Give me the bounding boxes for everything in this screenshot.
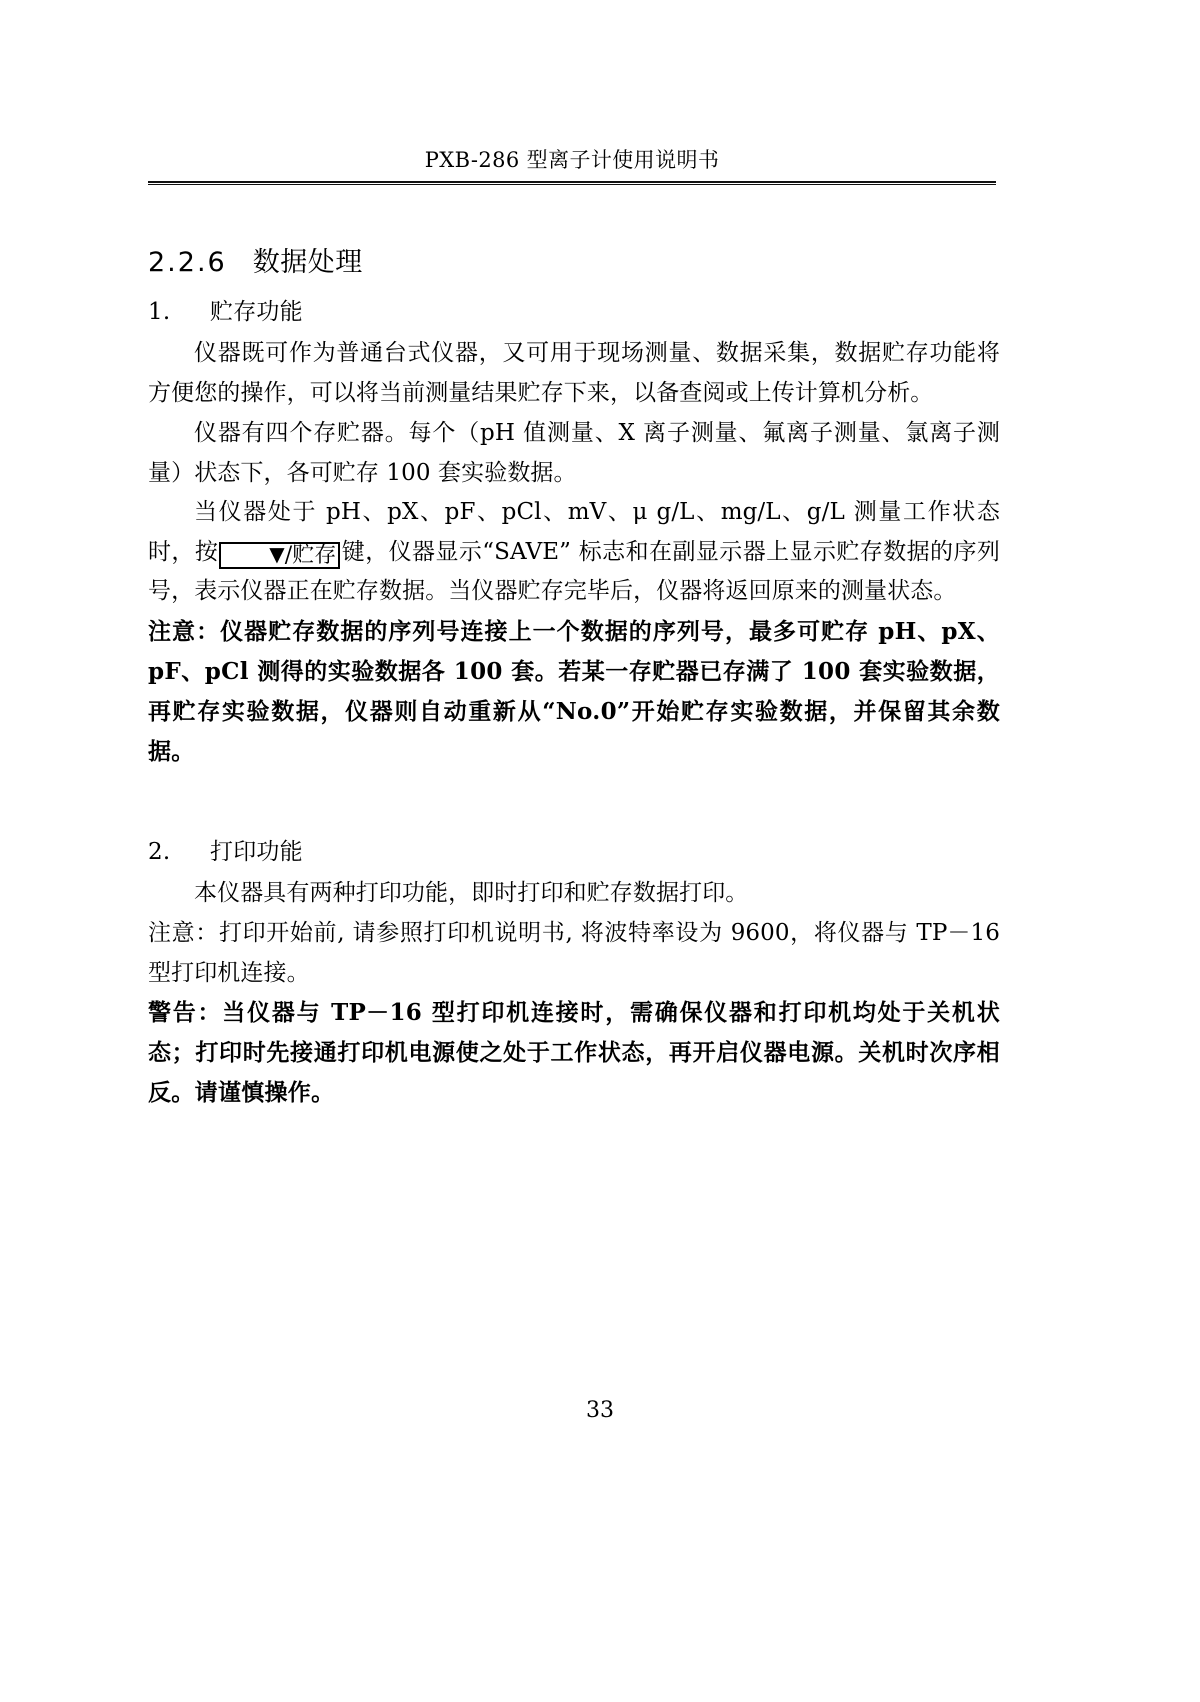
- paragraph-storage-banks: 仪器有四个存贮器。每个（pH 值测量、X 离子测量、氟离子测量、氯离子测量）状态下，各可贮存 100 套实验数据。: [148, 420, 1000, 487]
- list-item-heading-1: [148, 294, 1000, 331]
- section-number: 2.2.6: [148, 247, 227, 278]
- note-storage: 注意：仪器贮存数据的序列号连接上一个数据的序列号，最多可贮存 pH、pX、pF、pCl 测得的实验数据各 100 套。若某一存贮器已存满了 100 套实验数据，再贮存实验数据，仪器则自动重新从“No.0”开始贮存实验数据，并保留其余数据。: [148, 617, 1000, 765]
- block-spacer: [148, 772, 1000, 824]
- paragraph-save-key: [148, 493, 1000, 612]
- section-title: 数据处理: [252, 247, 363, 278]
- document-body: [148, 228, 1000, 1113]
- list-item-index-1: 1.: [148, 298, 171, 325]
- note-print: 注意：打印开始前, 请参照打印机说明书, 将波特率设为 9600，将仪器与 TP－16 型打印机连接。: [148, 920, 1000, 987]
- save-key-label: /贮存: [284, 542, 337, 568]
- save-key-text-before: 当仪器处于 pH、pX、pF、pCl、mV、μ g/L、mg/L、g/L 测量工作状态时，按: [148, 499, 1000, 565]
- list-item-label-2: 打印功能: [210, 838, 303, 865]
- save-key-box[interactable]: [219, 542, 340, 569]
- header-title: PXB-286 型离子计使用说明书: [424, 148, 720, 172]
- section-heading: [148, 246, 1000, 280]
- running-header: [148, 148, 996, 185]
- header-divider: [148, 181, 996, 185]
- list-item-index-2: 2.: [148, 838, 171, 865]
- list-item-heading-2: [148, 834, 1000, 871]
- warning-print: 警告：当仪器与 TP－16 型打印机连接时，需确保仪器和打印机均处于关机状态；打印时先接通打印机电源使之处于工作状态，再开启仪器电源。关机时次序相反。请谨慎操作。: [148, 999, 1000, 1107]
- save-key-text-after: 键，仪器显示“SAVE” 标志和在副显示器上显示贮存数据的序列号，表示仪器正在贮存数据。当仪器贮存完毕后，仪器将返回原来的测量状态。: [148, 538, 1000, 605]
- list-item-label-1: 贮存功能: [210, 298, 303, 325]
- page-number: 33: [586, 1398, 614, 1423]
- down-triangle-icon: ▼: [269, 541, 285, 566]
- paragraph-print-intro: 本仪器具有两种打印功能，即时打印和贮存数据打印。: [194, 880, 749, 907]
- paragraph-storage-intro: 仪器既可作为普通台式仪器，又可用于现场测量、数据采集，数据贮存功能将方便您的操作，可以将当前测量结果贮存下来，以备查阅或上传计算机分析。: [148, 340, 1000, 407]
